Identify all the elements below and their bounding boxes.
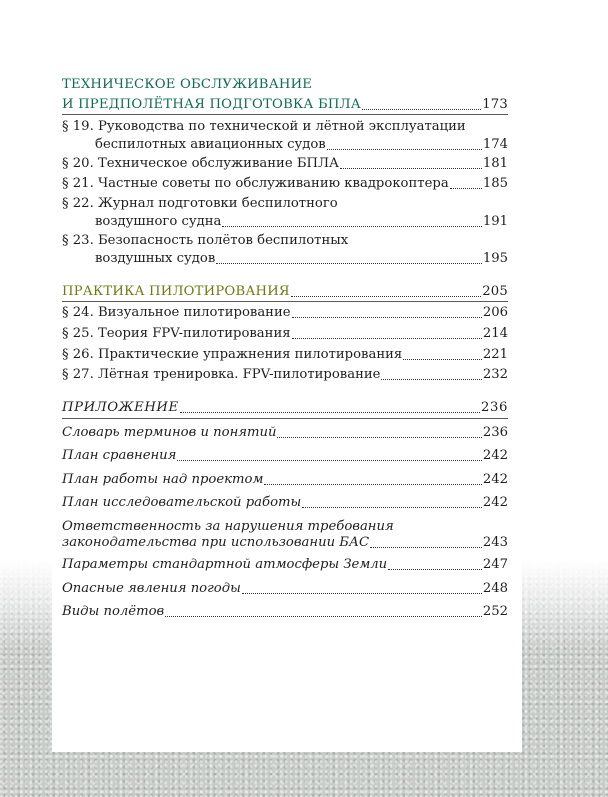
toc-item-19-line1: § 19. Руководства по технической и лётной эксплуатации <box>62 119 466 134</box>
leader-dots <box>388 569 482 570</box>
leader-dots <box>302 507 482 508</box>
toc-entry-21[interactable] <box>62 175 508 193</box>
leader-dots <box>381 379 481 380</box>
leader-dots <box>177 460 481 461</box>
page-number: 191 <box>482 214 508 229</box>
toc-entry-responsibility[interactable] <box>62 534 508 552</box>
toc-entry-24[interactable] <box>62 304 508 322</box>
toc-item-flight-types: Виды полётов <box>62 604 165 619</box>
toc-entry-flight-types[interactable] <box>62 603 508 621</box>
page-number: 236 <box>481 400 508 415</box>
leader-dots <box>222 226 481 227</box>
toc-entry-comparison-plan[interactable] <box>62 447 508 465</box>
page-number: 242 <box>482 472 508 487</box>
page-number: 214 <box>482 326 508 341</box>
section-divider <box>62 418 508 419</box>
toc-item-23-line1: § 23. Безопасность полётов беспилотных <box>62 233 349 248</box>
toc-item-weather: Опасные явления погоды <box>62 581 241 596</box>
leader-dots <box>277 437 481 438</box>
toc-item-comparison-plan: План сравнения <box>62 448 177 463</box>
toc-item-responsibility-line2: законодательства при использовании БАС <box>62 535 370 550</box>
toc-item-glossary: Словарь терминов и понятий <box>62 425 277 440</box>
section-divider <box>62 301 508 302</box>
toc-entry-25[interactable] <box>62 325 508 343</box>
page-number: 174 <box>482 137 508 152</box>
page-number: 232 <box>482 367 508 382</box>
leader-dots <box>403 359 482 360</box>
toc-entry-section-piloting[interactable] <box>62 283 508 301</box>
toc-entry-27[interactable] <box>62 366 508 384</box>
leader-dots <box>450 188 482 189</box>
page-number: 248 <box>482 581 508 596</box>
toc-entry-19[interactable] <box>95 136 508 154</box>
leader-dots <box>327 149 482 150</box>
toc-item-project-plan: План работы над проектом <box>62 472 264 487</box>
page-number: 242 <box>482 448 508 463</box>
toc-item-research-plan: План исследовательской работы <box>62 495 302 510</box>
toc-entry-glossary[interactable] <box>62 424 508 442</box>
toc-item-25: § 25. Теория FPV-пилотирования <box>62 326 291 341</box>
toc-entry-weather[interactable] <box>62 580 508 598</box>
page-number: 243 <box>482 535 508 550</box>
toc-entry-project-plan[interactable] <box>62 471 508 489</box>
leader-dots <box>242 593 482 594</box>
toc-item-26: § 26. Практические упражнения пилотирования <box>62 347 403 362</box>
toc-entry-22[interactable] <box>95 213 508 231</box>
page-number: 236 <box>482 425 508 440</box>
toc-entry-23[interactable] <box>95 250 508 268</box>
page-number: 221 <box>482 347 508 362</box>
section-title-maintenance-line1: ТЕХНИЧЕСКОЕ ОБСЛУЖИВАНИЕ <box>62 77 313 92</box>
toc-entry-atmosphere[interactable] <box>62 556 508 574</box>
toc-entry-26[interactable] <box>62 346 508 364</box>
leader-dots <box>292 338 482 339</box>
toc-item-atmosphere: Параметры стандартной атмосферы Земли <box>62 557 388 572</box>
section-title-appendix: ПРИЛОЖЕНИЕ <box>62 400 179 415</box>
leader-dots <box>340 168 482 169</box>
toc-item-23-line2: воздушных судов <box>95 251 216 266</box>
leader-dots <box>264 484 481 485</box>
leader-dots <box>362 109 481 110</box>
page-number: 247 <box>482 557 508 572</box>
toc-item-responsibility-line1: Ответственность за нарушения требования <box>62 519 394 534</box>
page-number: 206 <box>482 305 508 320</box>
toc-item-21: § 21. Частные советы по обслуживанию квадрокоптера <box>62 176 449 191</box>
leader-dots <box>292 317 482 318</box>
leader-dots <box>216 263 482 264</box>
page-number: 173 <box>482 97 508 112</box>
leader-dots <box>291 296 481 297</box>
page-number: 185 <box>482 176 508 191</box>
toc-item-20: § 20. Техническое обслуживание БПЛА <box>62 156 340 171</box>
toc-item-22-line2: воздушного судна <box>95 214 222 229</box>
leader-dots <box>370 547 482 548</box>
page-number: 181 <box>482 156 508 171</box>
leader-dots <box>165 616 482 617</box>
toc-item-24: § 24. Визуальное пилотирование <box>62 305 291 320</box>
toc-item-27: § 27. Лётная тренировка. FPV-пилотирование <box>62 367 381 382</box>
toc-item-19-line2: беспилотных авиационных судов <box>95 137 326 152</box>
toc-entry-20[interactable] <box>62 155 508 173</box>
toc-entry-section-maintenance[interactable] <box>62 96 508 114</box>
section-title-maintenance-line2: И ПРЕДПОЛЁТНАЯ ПОДГОТОВКА БПЛА <box>62 97 361 112</box>
page-number: 252 <box>482 604 508 619</box>
page-number: 195 <box>482 251 508 266</box>
section-title-piloting: ПРАКТИКА ПИЛОТИРОВАНИЯ <box>62 284 290 299</box>
toc-entry-section-appendix[interactable] <box>62 399 508 417</box>
page-number: 242 <box>482 495 508 510</box>
toc-entry-research-plan[interactable] <box>62 494 508 512</box>
section-divider <box>62 114 508 115</box>
toc-item-22-line1: § 22. Журнал подготовки беспилотного <box>62 196 338 211</box>
page-number: 205 <box>482 284 508 299</box>
leader-dots <box>180 412 480 413</box>
